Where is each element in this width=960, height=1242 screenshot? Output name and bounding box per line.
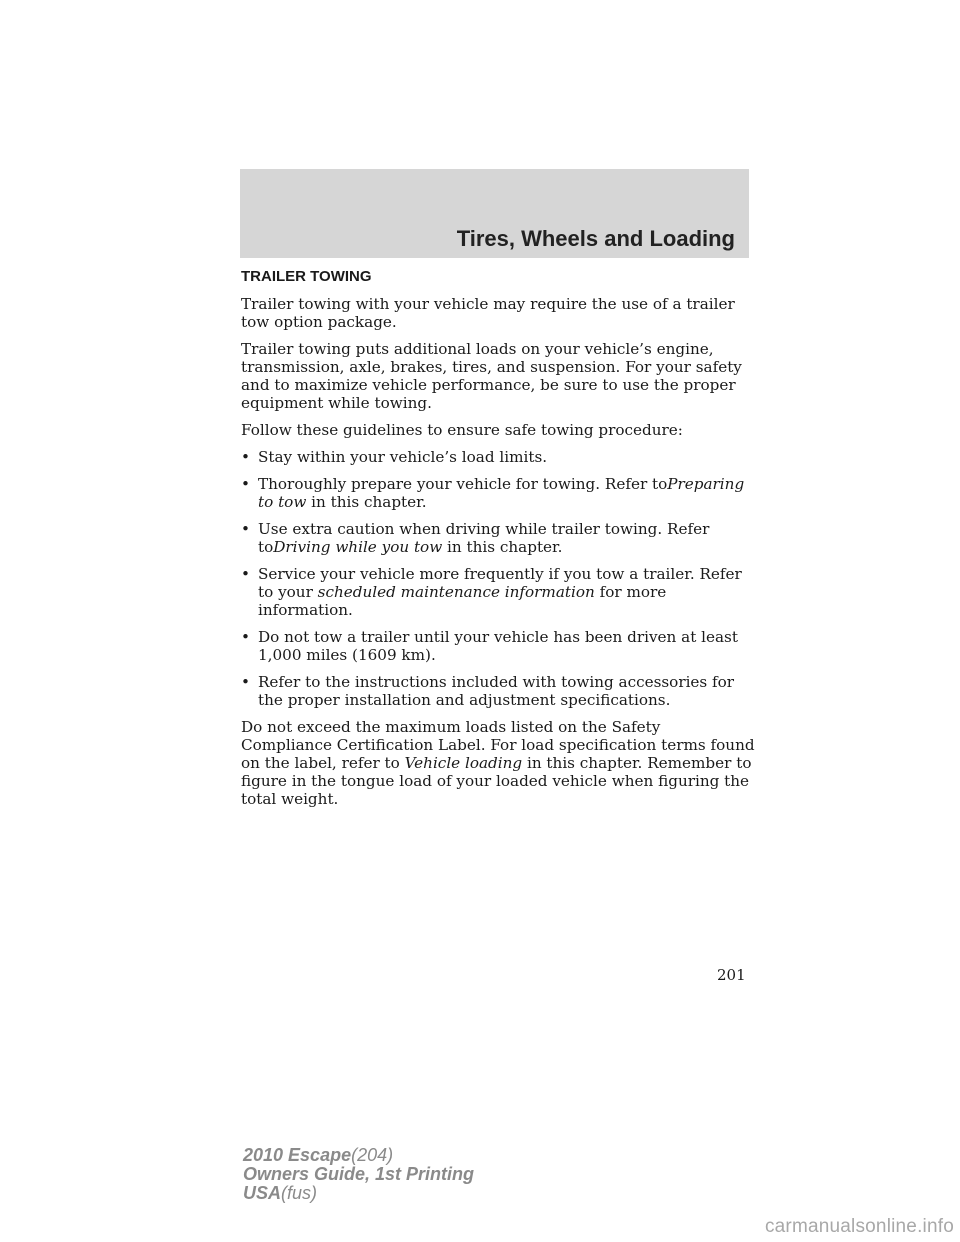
list-item: • Thoroughly prepare your vehicle for towing. Refer toPreparing to tow in this chapter. (241, 475, 745, 511)
bullet-icon: • (241, 448, 250, 466)
list-item: • Do not tow a trailer until your vehicle has been driven at least 1,000 miles (1609 km). (241, 628, 738, 664)
max-loads-paragraph: Do not exceed the maximum loads listed on the Safety Compliance Certification Label. For load specification terms found on the label, refer to Vehicle loading in this chapter. Remember to figure in the tongue load of your loaded vehicle when figuring the total weight. (241, 718, 755, 808)
guidelines-list (241, 448, 755, 709)
list-item: • Stay within your vehicle’s load limits. (241, 448, 548, 466)
bullet-icon: • (241, 475, 250, 493)
loads-paragraph: Trailer towing puts additional loads on your vehicle’s engine, transmission, axle, brakes, tires, and suspension. For your safety and to maximize vehicle performance, be sure to use the proper equipment while towing. (241, 340, 742, 412)
list-item: • Use extra caution when driving while trailer towing. Refer toDriving while you tow in this chapter. (241, 520, 710, 556)
cross-reference: scheduled maintenance information (317, 583, 595, 601)
page-content (241, 268, 755, 817)
print-footer (243, 1146, 474, 1203)
intro-paragraph: Trailer towing with your vehicle may require the use of a trailer tow option package. (241, 295, 735, 331)
bullet-icon: • (241, 628, 250, 646)
chapter-title: Tires, Wheels and Loading (456, 226, 735, 251)
cross-reference: Preparing to tow (258, 475, 745, 511)
cross-reference: Vehicle loading (404, 754, 523, 772)
footer-model-line: 2010 Escape(204) (243, 1145, 394, 1165)
guidelines-intro: Follow these guidelines to ensure safe towing procedure: (241, 421, 683, 439)
footer-market-line: USA(fus) (243, 1183, 318, 1203)
list-item: • Refer to the instructions included with towing accessories for the proper installation and adjustment specifications. (241, 673, 735, 709)
site-watermark: carmanualsonline.info (764, 1216, 954, 1237)
section-heading: TRAILER TOWING (241, 268, 372, 285)
chapter-header-band (240, 169, 749, 258)
bullet-icon: • (241, 565, 250, 583)
page-number: 201 (717, 966, 746, 984)
bullet-icon: • (241, 520, 250, 538)
list-item: • Service your vehicle more frequently if you tow a trailer. Refer to your scheduled maintenance information for more information. (241, 565, 742, 619)
cross-reference: Driving while you tow (273, 538, 443, 556)
footer-guide-line: Owners Guide, 1st Printing (243, 1164, 475, 1184)
bullet-icon: • (241, 673, 250, 691)
